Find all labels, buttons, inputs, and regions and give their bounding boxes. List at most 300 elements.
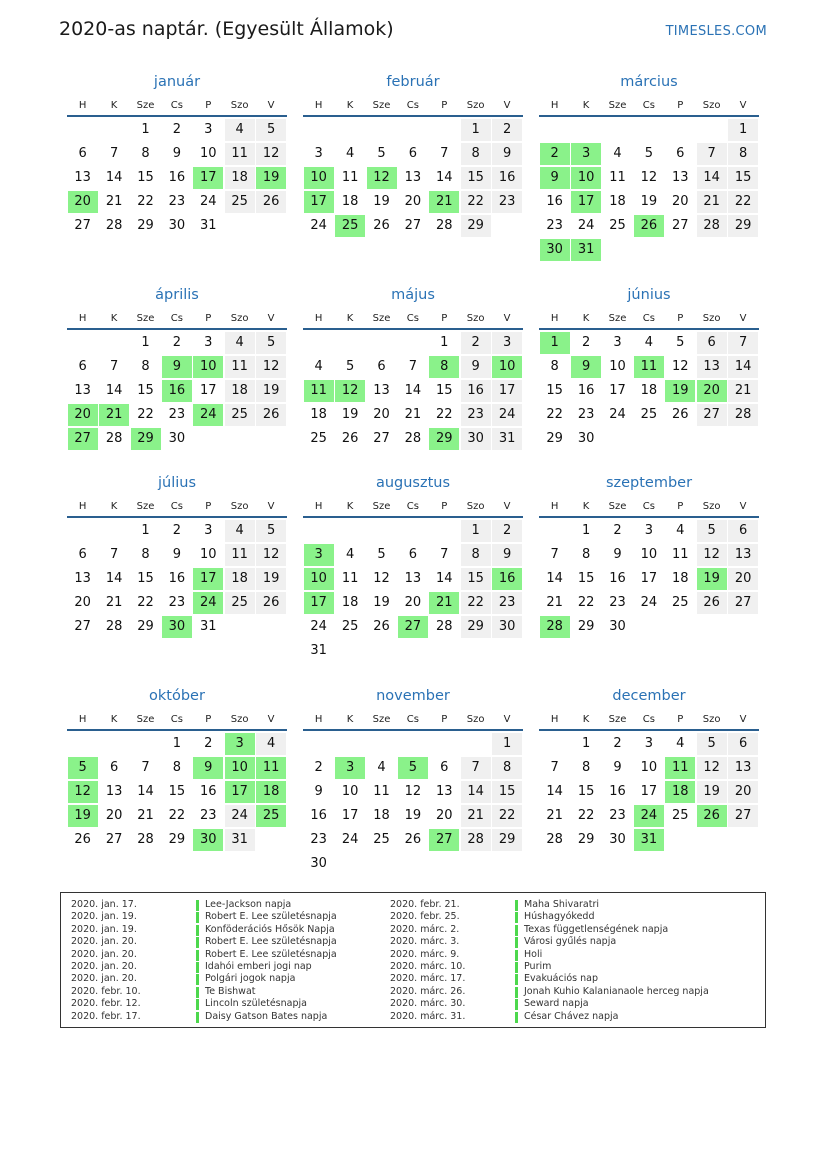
day-cell: 9 (172, 146, 182, 161)
weekday-label: Sze (372, 100, 391, 111)
holiday-row (390, 986, 760, 998)
day-cell: 28 (436, 218, 453, 233)
day-cell: 8 (141, 146, 150, 161)
day-cell: 2 (172, 523, 182, 538)
day-cell: 14 (137, 784, 154, 799)
weekday-label: P (441, 501, 448, 512)
day-cell: 8 (581, 760, 591, 775)
weekday-label: H (78, 313, 87, 324)
weekday-label: V (739, 714, 747, 725)
day-cell: 25 (373, 832, 390, 847)
day-cell: 3 (644, 523, 654, 538)
holiday-date: 2020. jan. 19. (71, 911, 137, 923)
weekday-label: P (205, 501, 212, 512)
weekday-label: Sze (372, 501, 391, 512)
weekday-label: H (550, 100, 559, 111)
month-8 (303, 473, 523, 670)
holiday-row (71, 949, 391, 961)
day-cell: 30 (609, 619, 626, 634)
day-cell: 3 (204, 523, 213, 538)
weekday-label: H (550, 714, 559, 725)
day-cell: 1 (440, 335, 449, 350)
holiday-date: 2020. jan. 20. (71, 973, 137, 985)
day-cell: 15 (436, 383, 453, 398)
day-cell: 21 (461, 805, 491, 827)
day-cell-holiday: 18 (665, 781, 695, 803)
day-cell: 26 (256, 191, 286, 213)
day-cell: 23 (310, 832, 327, 847)
day-cell: 5 (676, 335, 685, 350)
day-cell: 2 (492, 520, 522, 542)
weekday-label: K (110, 714, 118, 725)
day-cell: 15 (546, 383, 563, 398)
day-cell: 12 (640, 170, 658, 185)
day-cell: 14 (461, 781, 491, 803)
day-cell: 24 (310, 218, 327, 233)
day-cell: 23 (609, 595, 626, 610)
holiday-marker (515, 912, 518, 923)
day-cell: 10 (200, 146, 217, 161)
day-cell: 24 (310, 619, 327, 634)
day-cell: 1 (141, 523, 150, 538)
day-cell-holiday: 8 (429, 356, 459, 378)
holiday-marker (196, 950, 199, 961)
weekday-label: Cs (406, 313, 419, 324)
day-cell: 9 (172, 547, 182, 562)
day-cell-holiday: 17 (193, 167, 223, 189)
day-cell: 5 (256, 119, 286, 141)
day-cell: 23 (577, 407, 595, 422)
weekday-label: V (503, 100, 511, 111)
weekday-label: P (441, 714, 448, 725)
weekday-label: P (677, 313, 684, 324)
days-grid (303, 119, 523, 269)
day-cell-holiday: 30 (540, 239, 570, 261)
day-cell: 2 (613, 523, 622, 538)
day-cell: 18 (341, 194, 359, 209)
month-1 (67, 72, 287, 269)
day-cell: 27 (373, 431, 390, 446)
days-grid (303, 520, 523, 670)
day-cell: 14 (546, 784, 563, 799)
day-cell: 1 (141, 122, 150, 137)
holiday-marker (196, 999, 199, 1010)
day-cell: 1 (581, 736, 591, 751)
month-name: augusztus (375, 475, 451, 491)
day-cell-holiday: 16 (162, 380, 192, 402)
day-cell-holiday: 17 (571, 191, 601, 213)
day-cell: 20 (672, 194, 689, 209)
weekday-label: P (677, 100, 684, 111)
day-cell: 7 (461, 757, 491, 779)
holiday-marker (196, 925, 199, 936)
day-cell: 29 (461, 215, 491, 237)
day-cell-holiday: 17 (304, 191, 334, 213)
day-cell: 7 (550, 547, 559, 562)
month-7 (67, 473, 287, 670)
day-cell: 17 (341, 808, 359, 823)
day-cell: 21 (728, 380, 758, 402)
weekday-label: Cs (642, 100, 655, 111)
day-cell: 4 (225, 520, 255, 542)
brand-link[interactable]: TIMESLES.COM (665, 24, 767, 39)
day-cell: 11 (225, 143, 255, 165)
weekday-label: H (550, 313, 559, 324)
day-cell: 9 (613, 547, 622, 562)
day-cell: 22 (577, 808, 595, 823)
day-cell: 6 (377, 359, 386, 374)
day-cell-holiday: 20 (697, 380, 727, 402)
day-cell: 19 (373, 595, 390, 610)
day-cell: 23 (461, 404, 491, 426)
day-cell: 6 (676, 146, 685, 161)
day-cell: 16 (310, 808, 327, 823)
day-cell: 26 (341, 431, 359, 446)
day-cell: 21 (105, 595, 123, 610)
weekday-label: H (314, 313, 323, 324)
weekday-label: P (205, 100, 212, 111)
day-cell: 16 (200, 784, 217, 799)
day-cell: 11 (341, 571, 359, 586)
day-cell: 3 (314, 146, 323, 161)
weekday-label: P (677, 501, 684, 512)
day-cell-holiday: 27 (398, 616, 428, 638)
day-cell: 12 (256, 544, 286, 566)
holiday-name: Holi (524, 948, 543, 960)
holiday-marker (196, 1012, 199, 1023)
day-cell: 30 (461, 428, 491, 450)
day-cell: 24 (225, 805, 255, 827)
day-cell: 28 (436, 619, 453, 634)
day-cell: 30 (492, 616, 522, 638)
holiday-name: Robert E. Lee születésnapja (205, 911, 337, 923)
day-cell: 14 (404, 383, 422, 398)
day-cell: 20 (74, 595, 91, 610)
day-cell-holiday: 9 (162, 356, 192, 378)
holiday-name: Purim (524, 960, 552, 972)
holiday-date: 2020. márc. 2. (390, 923, 460, 935)
day-cell: 8 (141, 359, 150, 374)
days-grid (539, 332, 759, 482)
month-5 (303, 285, 523, 482)
day-cell: 7 (440, 547, 449, 562)
day-cell: 9 (314, 784, 323, 799)
day-cell-holiday: 30 (193, 829, 223, 851)
weekday-label: P (205, 714, 212, 725)
day-cell: 30 (609, 832, 626, 847)
day-cell-holiday: 26 (634, 215, 664, 237)
day-cell-holiday: 27 (429, 829, 459, 851)
day-cell: 1 (581, 523, 591, 538)
day-cell: 13 (404, 571, 422, 586)
day-cell: 29 (728, 215, 758, 237)
day-cell: 31 (200, 619, 217, 634)
holiday-name: Polgári jogok napja (205, 973, 296, 985)
day-cell: 31 (310, 643, 327, 658)
day-cell: 16 (168, 170, 186, 185)
day-cell: 25 (672, 808, 689, 823)
day-cell: 8 (550, 359, 559, 374)
holiday-marker (515, 987, 518, 998)
day-cell: 16 (461, 380, 491, 402)
weekday-header (303, 310, 523, 330)
day-cell: 23 (168, 407, 186, 422)
weekday-label: Cs (170, 100, 183, 111)
holiday-date: 2020. jan. 20. (71, 948, 137, 960)
day-cell-holiday: 31 (571, 239, 601, 261)
holiday-name: Evakuációs nap (524, 973, 599, 985)
days-grid (539, 119, 759, 269)
weekday-label: Szo (230, 501, 249, 512)
day-cell-holiday: 10 (225, 757, 255, 779)
holiday-date: 2020. febr. 12. (71, 998, 141, 1010)
day-cell: 5 (644, 146, 654, 161)
day-cell: 14 (546, 571, 563, 586)
weekday-label: Cs (406, 714, 419, 725)
day-cell: 22 (728, 191, 758, 213)
day-cell-holiday: 3 (225, 733, 255, 755)
holiday-marker (515, 999, 518, 1010)
day-cell: 6 (78, 359, 87, 374)
day-cell-holiday: 31 (634, 829, 664, 851)
day-cell: 17 (640, 571, 658, 586)
weekday-label: Szo (702, 100, 721, 111)
day-cell: 6 (78, 146, 87, 161)
day-cell: 8 (461, 143, 491, 165)
holiday-name: Robert E. Lee születésnapja (205, 948, 337, 960)
day-cell: 4 (345, 547, 355, 562)
weekday-label: Sze (608, 100, 627, 111)
day-cell: 7 (109, 146, 119, 161)
day-cell: 1 (492, 733, 522, 755)
holidays-column-2 (390, 899, 760, 1023)
day-cell: 16 (577, 383, 595, 398)
day-cell: 25 (672, 595, 689, 610)
day-cell-holiday: 19 (256, 167, 286, 189)
holiday-row (71, 1011, 391, 1023)
day-cell: 8 (172, 760, 182, 775)
weekday-label: P (205, 313, 212, 324)
day-cell: 26 (373, 218, 390, 233)
holidays-list (60, 892, 766, 1028)
day-cell: 8 (492, 757, 522, 779)
holiday-row (390, 1011, 760, 1023)
holiday-marker (515, 937, 518, 948)
month-name: július (157, 475, 197, 491)
day-cell: 6 (408, 146, 418, 161)
day-cell: 13 (436, 784, 453, 799)
day-cell: 10 (200, 547, 217, 562)
weekday-header (67, 711, 287, 731)
day-cell: 28 (546, 832, 563, 847)
day-cell-holiday: 24 (193, 592, 223, 614)
day-cell: 25 (640, 407, 658, 422)
day-cell: 18 (609, 194, 626, 209)
day-cell: 13 (728, 544, 758, 566)
day-cell: 17 (200, 383, 217, 398)
day-cell-holiday: 1 (540, 332, 570, 354)
weekday-label: Sze (608, 313, 627, 324)
day-cell-holiday: 30 (162, 616, 192, 638)
holiday-marker (196, 912, 199, 923)
day-cell: 20 (404, 595, 422, 610)
day-cell-holiday: 9 (193, 757, 223, 779)
days-grid (67, 332, 287, 482)
day-cell: 16 (609, 784, 626, 799)
month-4 (67, 285, 287, 482)
holiday-marker (515, 974, 518, 985)
weekday-label: K (346, 100, 354, 111)
month-name: október (149, 688, 205, 704)
day-cell: 18 (341, 595, 359, 610)
day-cell: 25 (225, 404, 255, 426)
day-cell-holiday: 3 (571, 143, 601, 165)
day-cell: 8 (581, 547, 591, 562)
month-name: március (620, 74, 678, 90)
weekday-label: Sze (372, 714, 391, 725)
holiday-row (390, 949, 760, 961)
weekday-label: Szo (466, 501, 485, 512)
weekday-label: Szo (230, 313, 249, 324)
day-cell: 29 (137, 218, 154, 233)
holiday-date: 2020. febr. 25. (390, 911, 460, 923)
day-cell: 3 (644, 736, 654, 751)
month-9 (539, 473, 759, 670)
day-cell: 27 (728, 805, 758, 827)
day-cell: 9 (613, 760, 622, 775)
day-cell: 29 (577, 832, 595, 847)
holiday-name: Seward napja (524, 998, 589, 1010)
day-cell: 12 (256, 143, 286, 165)
holiday-marker (515, 900, 518, 911)
holiday-name: Jonah Kuhio Kalanianaole herceg napja (524, 985, 709, 997)
weekday-header (67, 97, 287, 117)
day-cell: 4 (256, 733, 286, 755)
day-cell: 14 (105, 571, 123, 586)
day-cell: 6 (728, 733, 758, 755)
day-cell: 30 (577, 431, 595, 446)
weekday-label: Sze (136, 501, 155, 512)
day-cell: 10 (609, 359, 626, 374)
weekday-label: H (550, 501, 559, 512)
day-cell-holiday: 10 (193, 356, 223, 378)
day-cell: 22 (577, 595, 595, 610)
weekday-label: Szo (702, 501, 721, 512)
weekday-label: Szo (230, 100, 249, 111)
holiday-date: 2020. márc. 30. (390, 998, 466, 1010)
day-cell: 22 (461, 592, 491, 614)
day-cell: 11 (672, 547, 689, 562)
holiday-date: 2020. jan. 17. (71, 899, 137, 910)
day-cell-holiday: 25 (256, 805, 286, 827)
holiday-row (71, 973, 391, 985)
day-cell: 14 (105, 383, 123, 398)
weekday-label: Cs (642, 714, 655, 725)
day-cell: 23 (168, 194, 186, 209)
day-cell: 2 (581, 335, 591, 350)
holiday-marker (196, 974, 199, 985)
weekday-header (539, 498, 759, 518)
weekday-header (303, 711, 523, 731)
day-cell: 24 (609, 407, 626, 422)
day-cell: 23 (168, 595, 186, 610)
day-cell: 28 (404, 431, 422, 446)
day-cell-holiday: 21 (429, 191, 459, 213)
holiday-name: Idahói emberi jogi nap (205, 960, 312, 972)
day-cell: 25 (341, 619, 359, 634)
holiday-row (71, 961, 391, 973)
weekday-label: K (582, 501, 590, 512)
weekday-label: Szo (702, 313, 721, 324)
day-cell: 19 (697, 781, 727, 803)
day-cell: 12 (373, 571, 390, 586)
weekday-label: H (314, 714, 323, 725)
day-cell: 8 (141, 547, 150, 562)
day-cell: 6 (440, 760, 449, 775)
day-cell: 21 (105, 194, 123, 209)
day-cell: 28 (105, 431, 123, 446)
weekday-label: Szo (466, 714, 485, 725)
holiday-row (390, 936, 760, 948)
day-cell: 11 (373, 784, 390, 799)
holiday-date: 2020. jan. 19. (71, 923, 137, 935)
day-cell: 11 (225, 356, 255, 378)
day-cell: 5 (697, 520, 727, 542)
day-cell: 15 (577, 571, 595, 586)
day-cell: 1 (141, 335, 150, 350)
day-cell: 21 (404, 407, 422, 422)
day-cell: 15 (728, 167, 758, 189)
day-cell-holiday: 18 (256, 781, 286, 803)
day-cell: 6 (109, 760, 119, 775)
day-cell-holiday: 12 (335, 380, 365, 402)
day-cell: 21 (137, 808, 154, 823)
day-cell: 20 (105, 808, 123, 823)
month-2 (303, 72, 523, 269)
day-cell: 16 (168, 571, 186, 586)
day-cell: 7 (141, 760, 150, 775)
day-cell: 14 (728, 356, 758, 378)
day-cell: 6 (78, 547, 87, 562)
weekday-label: V (503, 313, 511, 324)
day-cell-holiday: 27 (68, 428, 98, 450)
holiday-row (71, 899, 391, 911)
day-cell: 4 (644, 335, 654, 350)
day-cell: 26 (256, 592, 286, 614)
weekday-label: V (267, 313, 275, 324)
weekday-label: Cs (170, 714, 183, 725)
day-cell: 26 (373, 619, 390, 634)
days-grid (303, 733, 523, 883)
day-cell: 5 (256, 520, 286, 542)
day-cell: 25 (225, 191, 255, 213)
day-cell: 7 (109, 359, 119, 374)
day-cell: 7 (728, 332, 758, 354)
holiday-name: Lee-Jackson napja (205, 899, 292, 910)
weekday-label: Sze (136, 313, 155, 324)
day-cell: 12 (404, 784, 422, 799)
holiday-date: 2020. márc. 9. (390, 948, 460, 960)
days-grid (539, 733, 759, 883)
month-name: június (627, 287, 671, 303)
day-cell: 20 (404, 194, 422, 209)
day-cell-holiday: 17 (193, 568, 223, 590)
holiday-row (71, 936, 391, 948)
weekday-label: Szo (702, 714, 721, 725)
holiday-date: 2020. febr. 21. (390, 899, 460, 910)
day-cell: 24 (577, 218, 595, 233)
day-cell: 6 (697, 332, 727, 354)
